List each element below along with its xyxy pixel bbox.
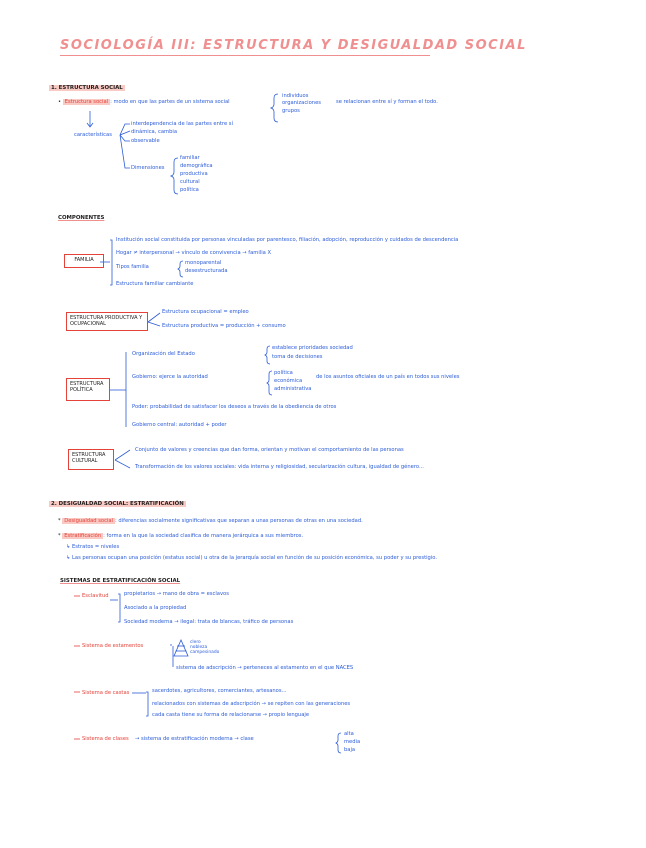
pyramid-item: nobleza — [190, 645, 208, 650]
gob-item: política — [274, 370, 293, 376]
gob-item: económica — [274, 378, 303, 384]
productiva-line: Estructura productiva = producción + consumo — [162, 323, 286, 329]
dimension-item: política — [180, 187, 199, 193]
estructura-definition: • Estructura social : modo en que las partes de un sistema social — [58, 99, 230, 105]
part-item: individuos — [282, 93, 309, 99]
castas-line: relacionados con sistemas de adscripción → se repiten con las generaciones — [152, 701, 351, 707]
section-heading-desigualdad: 2. DESIGUALDAD SOCIAL: ESTRATIFICACIÓN — [51, 501, 184, 507]
caract-item: interdependencia de las partes entre sí — [131, 121, 233, 127]
dimensiones-label: Dimensiones — [131, 165, 165, 171]
dimension-item: demográfica — [180, 163, 213, 169]
esclavitud-line: Asociado a la propiedad — [124, 605, 187, 611]
productiva-line: Estructura ocupacional = empleo — [162, 309, 249, 315]
esclavitud-line: propietarios → mano de obra = esclavos — [124, 591, 229, 597]
components-heading: COMPONENTES — [58, 215, 105, 221]
personas-note: ↳ Las personas ocupan una posición (estatus social) u otra de la jerarquía social en función de su posición económica, su poder y su prestigio. — [66, 555, 438, 561]
org-estado: Organización del Estado — [132, 351, 195, 357]
familia-box — [64, 254, 104, 268]
desigualdad-term: Desigualdad social — [64, 518, 113, 524]
desigualdad-text: : diferencias socialmente significativas que separan a unas personas de otras en una sociedad. — [114, 518, 363, 524]
estrat-text: : forma en la que la sociedad clasifica de manera jerárquica a sus miembros. — [103, 533, 304, 539]
familia-label: FAMILIA — [74, 257, 94, 263]
cultural-label: ESTRUCTURA CULTURAL — [72, 452, 106, 464]
clases-line: → sistema de estratificación moderna → clase — [135, 736, 254, 742]
org-item: establece prioridades sociedad — [272, 345, 353, 351]
familia-line: Institución social constituida por personas vinculadas por parentesco, filiación, adopción, reproducción y cuidados de descendencia — [116, 237, 459, 243]
productiva-label: ESTRUCTURA PRODUCTIVA Y OCUPACIONAL — [70, 315, 143, 327]
caract-item: dinámica, cambia — [131, 129, 178, 135]
familia-line: Hogar ≠ interpersonal → vínculo de convivencia → familia X — [116, 250, 272, 256]
page-title: SOCIOLOGÍA III: ESTRUCTURA Y DESIGUALDAD SOCIAL — [60, 38, 527, 53]
estrat-term: Estratificación — [64, 533, 102, 539]
dimension-item: familiar — [180, 155, 200, 161]
relate-text: se relacionan entre sí y forman el todo. — [336, 99, 438, 105]
estratos-note: ↳ Estratos = niveles — [66, 544, 120, 550]
politica-box — [66, 378, 110, 401]
cultural-line: Conjunto de valores y creencias que dan forma, orientan y motivan el comportamiento de las personas — [135, 447, 404, 453]
clases-label: Sistema de clases — [82, 736, 129, 742]
gobierno-central: Gobierno central: autoridad + poder — [132, 422, 227, 428]
sistemas-heading: SISTEMAS DE ESTRATIFICACIÓN SOCIAL — [60, 578, 181, 584]
tipo-item: monoparental — [185, 260, 222, 266]
gobierno: Gobierno: ejerce la autoridad — [132, 374, 208, 380]
caract-label: características — [74, 132, 112, 138]
clase-item: alta — [344, 731, 354, 737]
tipo-item: desestructurada — [185, 268, 228, 274]
part-item: organizaciones — [282, 100, 321, 106]
estratificacion-definition: * Estratificación : forma en la que la sociedad clasifica de manera jerárquica a sus miembros. — [58, 533, 304, 539]
part-item: grupos — [282, 108, 300, 114]
def-text: : modo en que las partes de un sistema social — [110, 99, 230, 105]
castas-label: Sistema de castas — [82, 690, 130, 696]
familia-line: Tipos familia — [116, 264, 149, 270]
familia-line: Estructura familiar cambiante — [116, 281, 194, 287]
gob-item: administrativa — [274, 386, 312, 392]
cultural-line: Transformación de los valores sociales: vida interna y religiosidad, secularización cultura, igualdad de género... — [135, 464, 424, 470]
dimension-item: productiva — [180, 171, 208, 177]
poder: Poder: probabilidad de satisfacer los deseos a través de la obediencia de otros — [132, 404, 337, 410]
cultural-box — [68, 449, 114, 470]
gob-tail: de los asuntos oficiales de un país en todos sus niveles — [316, 374, 460, 380]
estamentos-label: Sistema de estamentos — [82, 643, 144, 649]
section-heading-estructura: 1. ESTRUCTURA SOCIAL — [51, 85, 123, 91]
dimension-item: cultural — [180, 179, 200, 185]
pyramid-item: clero — [190, 640, 201, 645]
clase-item: baja — [344, 747, 356, 753]
esclavitud-label: Esclavitud — [82, 593, 109, 599]
org-item: toma de decisiones — [272, 354, 323, 360]
clase-item: media — [344, 739, 361, 745]
estamentos-line: sistema de adscripción → perteneces al estamento en el que NACES — [176, 665, 354, 671]
politica-label: ESTRUCTURA POLÍTICA — [70, 381, 104, 393]
castas-line: sacerdotes, agricultores, comerciantes, artesanos... — [152, 688, 287, 694]
esclavitud-line: Sociedad moderna → ilegal: trata de blancas, tráfico de personas — [124, 619, 294, 625]
def-term: Estructura social — [64, 99, 109, 105]
pyramid-item: campesinado — [190, 650, 220, 655]
castas-line: cada casta tiene su forma de relacionarse → propio lenguaje — [152, 712, 310, 718]
desigualdad-definition: * Desigualdad social : diferencias socialmente significativas que separan a unas personas de otras en una sociedad. — [58, 518, 363, 524]
caract-item: observable — [131, 138, 160, 144]
productiva-box — [66, 312, 148, 331]
